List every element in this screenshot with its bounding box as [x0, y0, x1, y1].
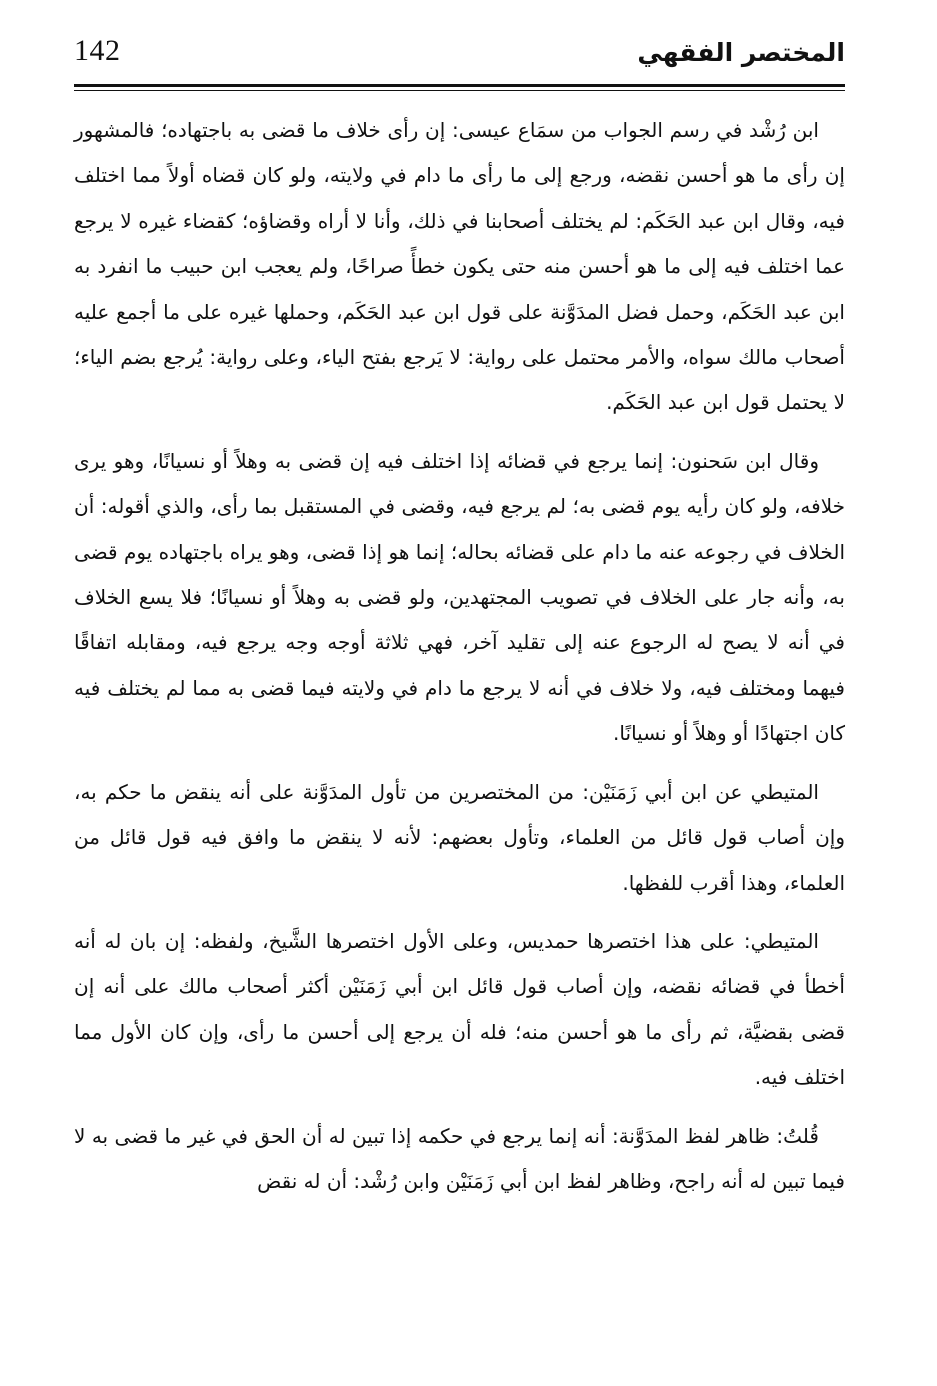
paragraph: المتيطي عن ابن أبي زَمَنَيْن: من المختصرين من تأول المدَوَّنة على أنه ينقض ما حكم به، وإن أصاب قول قائل من العلماء، وتأول بعضهم: لأنه لا ينقض ما وافق فيه قول قائل من العلماء، وهذا أقرب للفظها.	[74, 779, 845, 895]
paragraph: المتيطي: على هذا اختصرها حمديس، وعلى الأول اختصرها الشَّيخ، ولفظه: إن بان له أنه أخطأ في قضائه نقضه، وإن أصاب قول قائل ابن أبي زَمَنَيْن أكثر أصحاب مالك على أنه إن قضى بقضيَّة، ثم رأى ما هو أحسن منه؛ فله أن يرجع إلى أحسن ما رأى، وإن كان الأول مما اختلف فيه.	[74, 928, 845, 1090]
header-rule-thin	[74, 90, 845, 91]
paragraph: قُلتُ: ظاهر لفظ المدَوَّنة: أنه إنما يرجع في حكمه إذا تبين له أن الحق في غير ما قضى به لا فيما تبين له أنه راجح، وظاهر لفظ ابن أبي زَمَنَيْن وابن رُشْد: أن له نقض	[74, 1123, 845, 1193]
header-rule-thick	[74, 84, 845, 87]
body-text	[74, 108, 845, 1204]
paragraph: وقال ابن سَحنون: إنما يرجع في قضائه إذا اختلف فيه إن قضى به وهلاً أو نسيانًا، وهو يرى خلافه، ولو كان رأيه يوم قضى به؛ لم يرجع فيه، وقضى في المستقبل بما رأى، والذي أقوله: أن الخلاف في رجوعه عنه ما دام على قضائه بحاله؛ إنما هو إذا قضى، وهو يراه باجتهاده يوم قضى به، وأنه جار على الخلاف في تصويب المجتهدين، ولو قضى به وهلاً أو نسيانًا؛ فلا يسع الخلاف في أنه لا يصح له الرجوع عنه إلى تقليد آخر، فهي ثلاثة أوجه وجه يرجع فيه، ومقابله اتفاقًا فيهما ومختلف فيه، ولا خلاف في أنه لا يرجع ما دام في ولايته فيما قضى به مما لم يختلف فيه كان اجتهادًا أو وهلاً أو نسيانًا.	[74, 448, 845, 746]
running-title: المختصر الفقهي	[637, 38, 845, 67]
page-header	[74, 32, 845, 92]
page-number: 142	[74, 34, 121, 67]
paragraph: ابن رُشْد في رسم الجواب من سمَاع عيسى: إن رأى خلاف ما قضى به باجتهاده؛ فالمشهور إن رأى ما هو أحسن نقضه، ورجع إلى ما رأى ما دام في ولايته، ولو كان قضاه أولاً مما اختلف فيه، وقال ابن عبد الحَكَم: لم يختلف أصحابنا في ذلك، وأنا لا أراه وقضاؤه؛ كقضاء غيره لا يرجع عما اختلف فيه إلى ما هو أحسن منه حتى يكون خطأً صراحًا، ولم يعجب ابن حبيب ما انفرد به ابن عبد الحَكَم، وحمل فضل المدَوَّنة على قول ابن عبد الحَكَم، وحملها غيره على ما أجمع عليه أصحاب مالك سواه، والأمر محتمل على رواية: لا يَرجع بفتح الياء، وعلى رواية: يُرجع بضم الياء؛ لا يحتمل قول ابن عبد الحَكَم.	[74, 118, 845, 415]
